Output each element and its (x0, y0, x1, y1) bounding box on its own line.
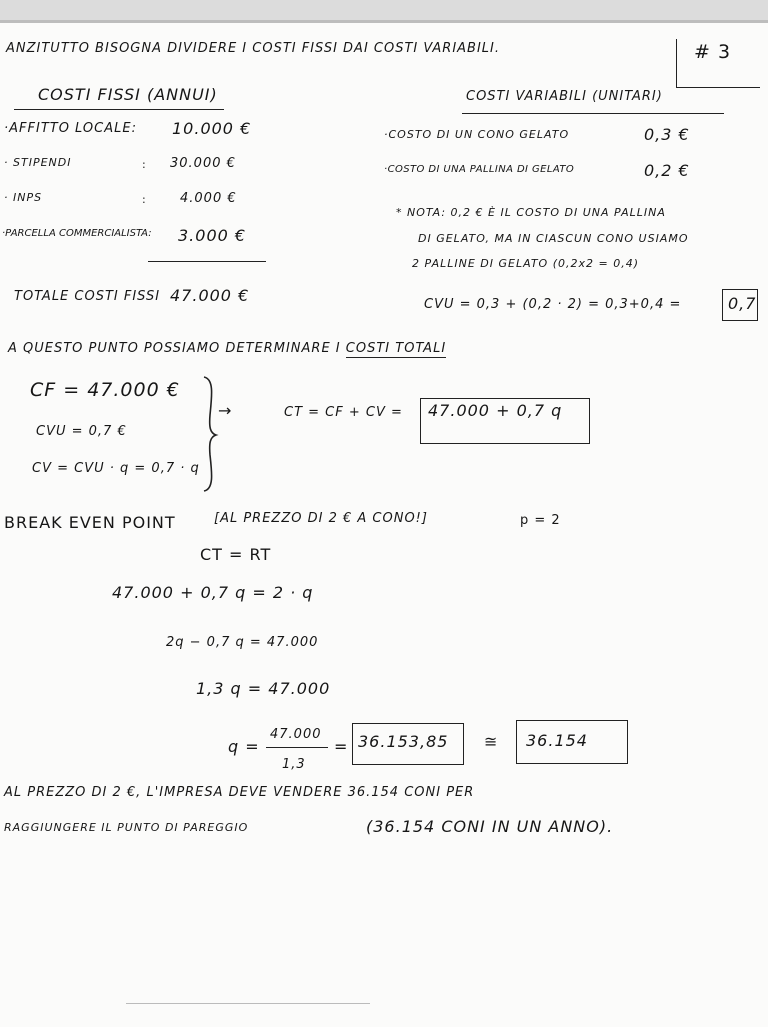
total-costs-heading (8, 341, 446, 356)
price-value: p = 2 (520, 513, 561, 528)
intro-text: ANZITUTTO BISOGNA DIVIDERE I COSTI FISSI DAI COSTI VARIABILI. (6, 41, 501, 56)
fixed-cost-label: ·PARCELLA COMMERCIALISTA: (2, 228, 152, 239)
fixed-cost-label: ·AFFITTO LOCALE: (4, 121, 137, 136)
sum-line (148, 261, 266, 262)
ct-formula: CT = CF + CV = (284, 405, 403, 420)
equation-step: 47.000 + 0,7 q = 2 · q (112, 583, 314, 602)
note-line: * NOTA: 0,2 € È IL COSTO DI UNA PALLINA (396, 206, 666, 219)
q-exact: 36.153,85 (358, 732, 449, 751)
approx-sign: ≅ (484, 732, 499, 751)
equation-step: 1,3 q = 47.000 (196, 679, 331, 698)
equals-sign: = (334, 737, 349, 756)
variable-costs-heading-underline (462, 113, 724, 114)
break-even-condition: [AL PREZZO DI 2 € A CONO!] (214, 511, 428, 526)
cv-equation: CV = CVU · q = 0,7 · q (32, 461, 200, 476)
cf-equation: CF = 47.000 € (30, 379, 180, 401)
notebook-page (0, 20, 768, 1027)
colon-separator: : (142, 158, 147, 171)
fixed-costs-total-label: TOTALE COSTI FISSI (14, 289, 161, 304)
fixed-cost-value: 30.000 € (170, 156, 236, 171)
page-number: # 3 (694, 41, 732, 63)
variable-costs-heading: COSTI VARIABILI (UNITARI) (466, 89, 663, 104)
variable-cost-label: ·COSTO DI UN CONO GELATO (384, 128, 570, 141)
fraction-denominator: 1,3 (282, 757, 306, 772)
fixed-cost-value: 3.000 € (178, 226, 247, 245)
total-costs-heading-prefix: A QUESTO PUNTO POSSIAMO DETERMINARE I (8, 341, 341, 356)
page-number-divider (676, 39, 677, 87)
page-bottom-line (126, 1003, 370, 1004)
fixed-cost-value: 4.000 € (180, 191, 237, 206)
fixed-cost-value: 10.000 € (172, 119, 252, 138)
cvu-result: 0,7 (728, 294, 757, 313)
break-even-title: BREAK EVEN POINT (4, 513, 176, 532)
conclusion-line: RAGGIUNGERE IL PUNTO DI PAREGGIO (4, 821, 249, 834)
variable-cost-value: 0,2 € (644, 161, 690, 180)
conclusion-line: AL PREZZO DI 2 €, L'IMPRESA DEVE VENDERE 36.154 CONI PER (4, 785, 475, 800)
cvu-equation: CVU = 0,7 € (36, 424, 127, 439)
fraction-numerator: 47.000 (270, 727, 322, 742)
fraction-bar (266, 747, 328, 748)
variable-cost-label: ·COSTO DI UNA PALLINA DI GELATO (384, 164, 575, 175)
cvu-formula: CVU = 0,3 + (0,2 · 2) = 0,3+0,4 = (424, 297, 682, 312)
equation-step: CT = RT (200, 545, 272, 564)
arrow-icon: → (218, 401, 233, 420)
q-rounded: 36.154 (526, 731, 588, 750)
ct-result: 47.000 + 0,7 q (428, 401, 563, 420)
colon-separator: : (142, 193, 147, 206)
total-costs-heading-emphasis: COSTI TOTALI (345, 341, 447, 356)
note-line: DI GELATO, MA IN CIASCUN CONO USIAMO (418, 232, 689, 245)
note-line: 2 PALLINE DI GELATO (0,2x2 = 0,4) (412, 257, 639, 270)
fixed-cost-label: · STIPENDI (4, 156, 72, 169)
page-number-underline (676, 87, 760, 88)
equation-step: 2q − 0,7 q = 47.000 (166, 635, 319, 650)
fixed-cost-label: · INPS (4, 191, 43, 204)
fixed-costs-total-value: 47.000 € (170, 286, 250, 305)
q-prefix: q = (228, 737, 260, 756)
fixed-costs-heading: COSTI FISSI (ANNUI) (38, 85, 218, 104)
conclusion-note: (36.154 CONI IN UN ANNO). (366, 817, 614, 836)
variable-cost-value: 0,3 € (644, 125, 690, 144)
fixed-costs-heading-underline (14, 109, 224, 110)
curly-brace (200, 375, 220, 493)
